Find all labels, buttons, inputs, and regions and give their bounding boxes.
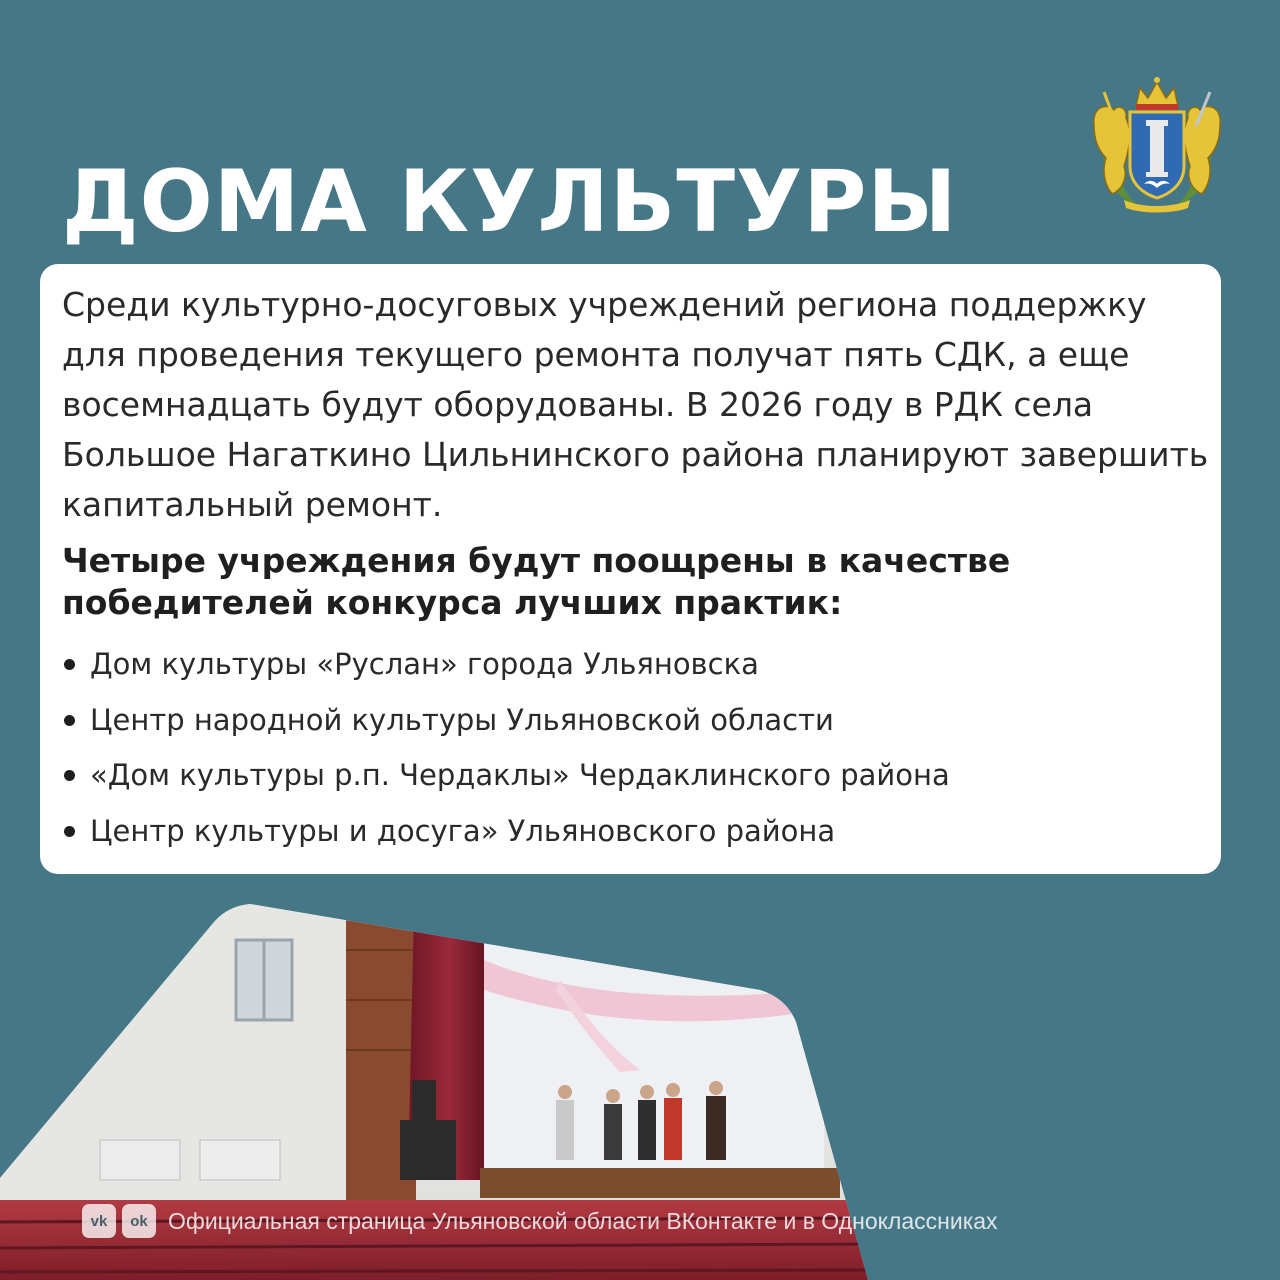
odnoklassniki-icon[interactable]: ok: [122, 1204, 156, 1238]
list-item-label: Дом культуры «Руслан» города Ульяновска: [90, 647, 759, 681]
list-item-label: Центр народной культуры Ульяновской области: [90, 702, 834, 737]
list-item-label: Центр культуры и досуга» Ульяновского района: [90, 813, 836, 848]
list-item-label: «Дом культуры р.п. Чердаклы» Чердаклинского района: [90, 758, 950, 792]
social-footer: [82, 1201, 998, 1241]
page-title: ДОМА КУЛЬТУРЫ: [62, 152, 958, 252]
intro-paragraph: Среди культурно-досуговых учреждений региона поддержку для проведения текущего ремонта получат пять СДК, а еще восемнадцать будут оборудованы. В 2026 году в РДК села Большое Нагаткино Цильнинского района планируют завершить капитальный ремонт.: [62, 285, 1209, 524]
footer-text: Официальная страница Ульяновской области ВКонтакте и в Одноклассниках: [168, 1207, 998, 1234]
vk-icon[interactable]: vk: [82, 1204, 116, 1238]
winners-heading: Четыре учреждения будут поощрены в качестве победителей конкурса лучших практик:: [62, 541, 1011, 622]
